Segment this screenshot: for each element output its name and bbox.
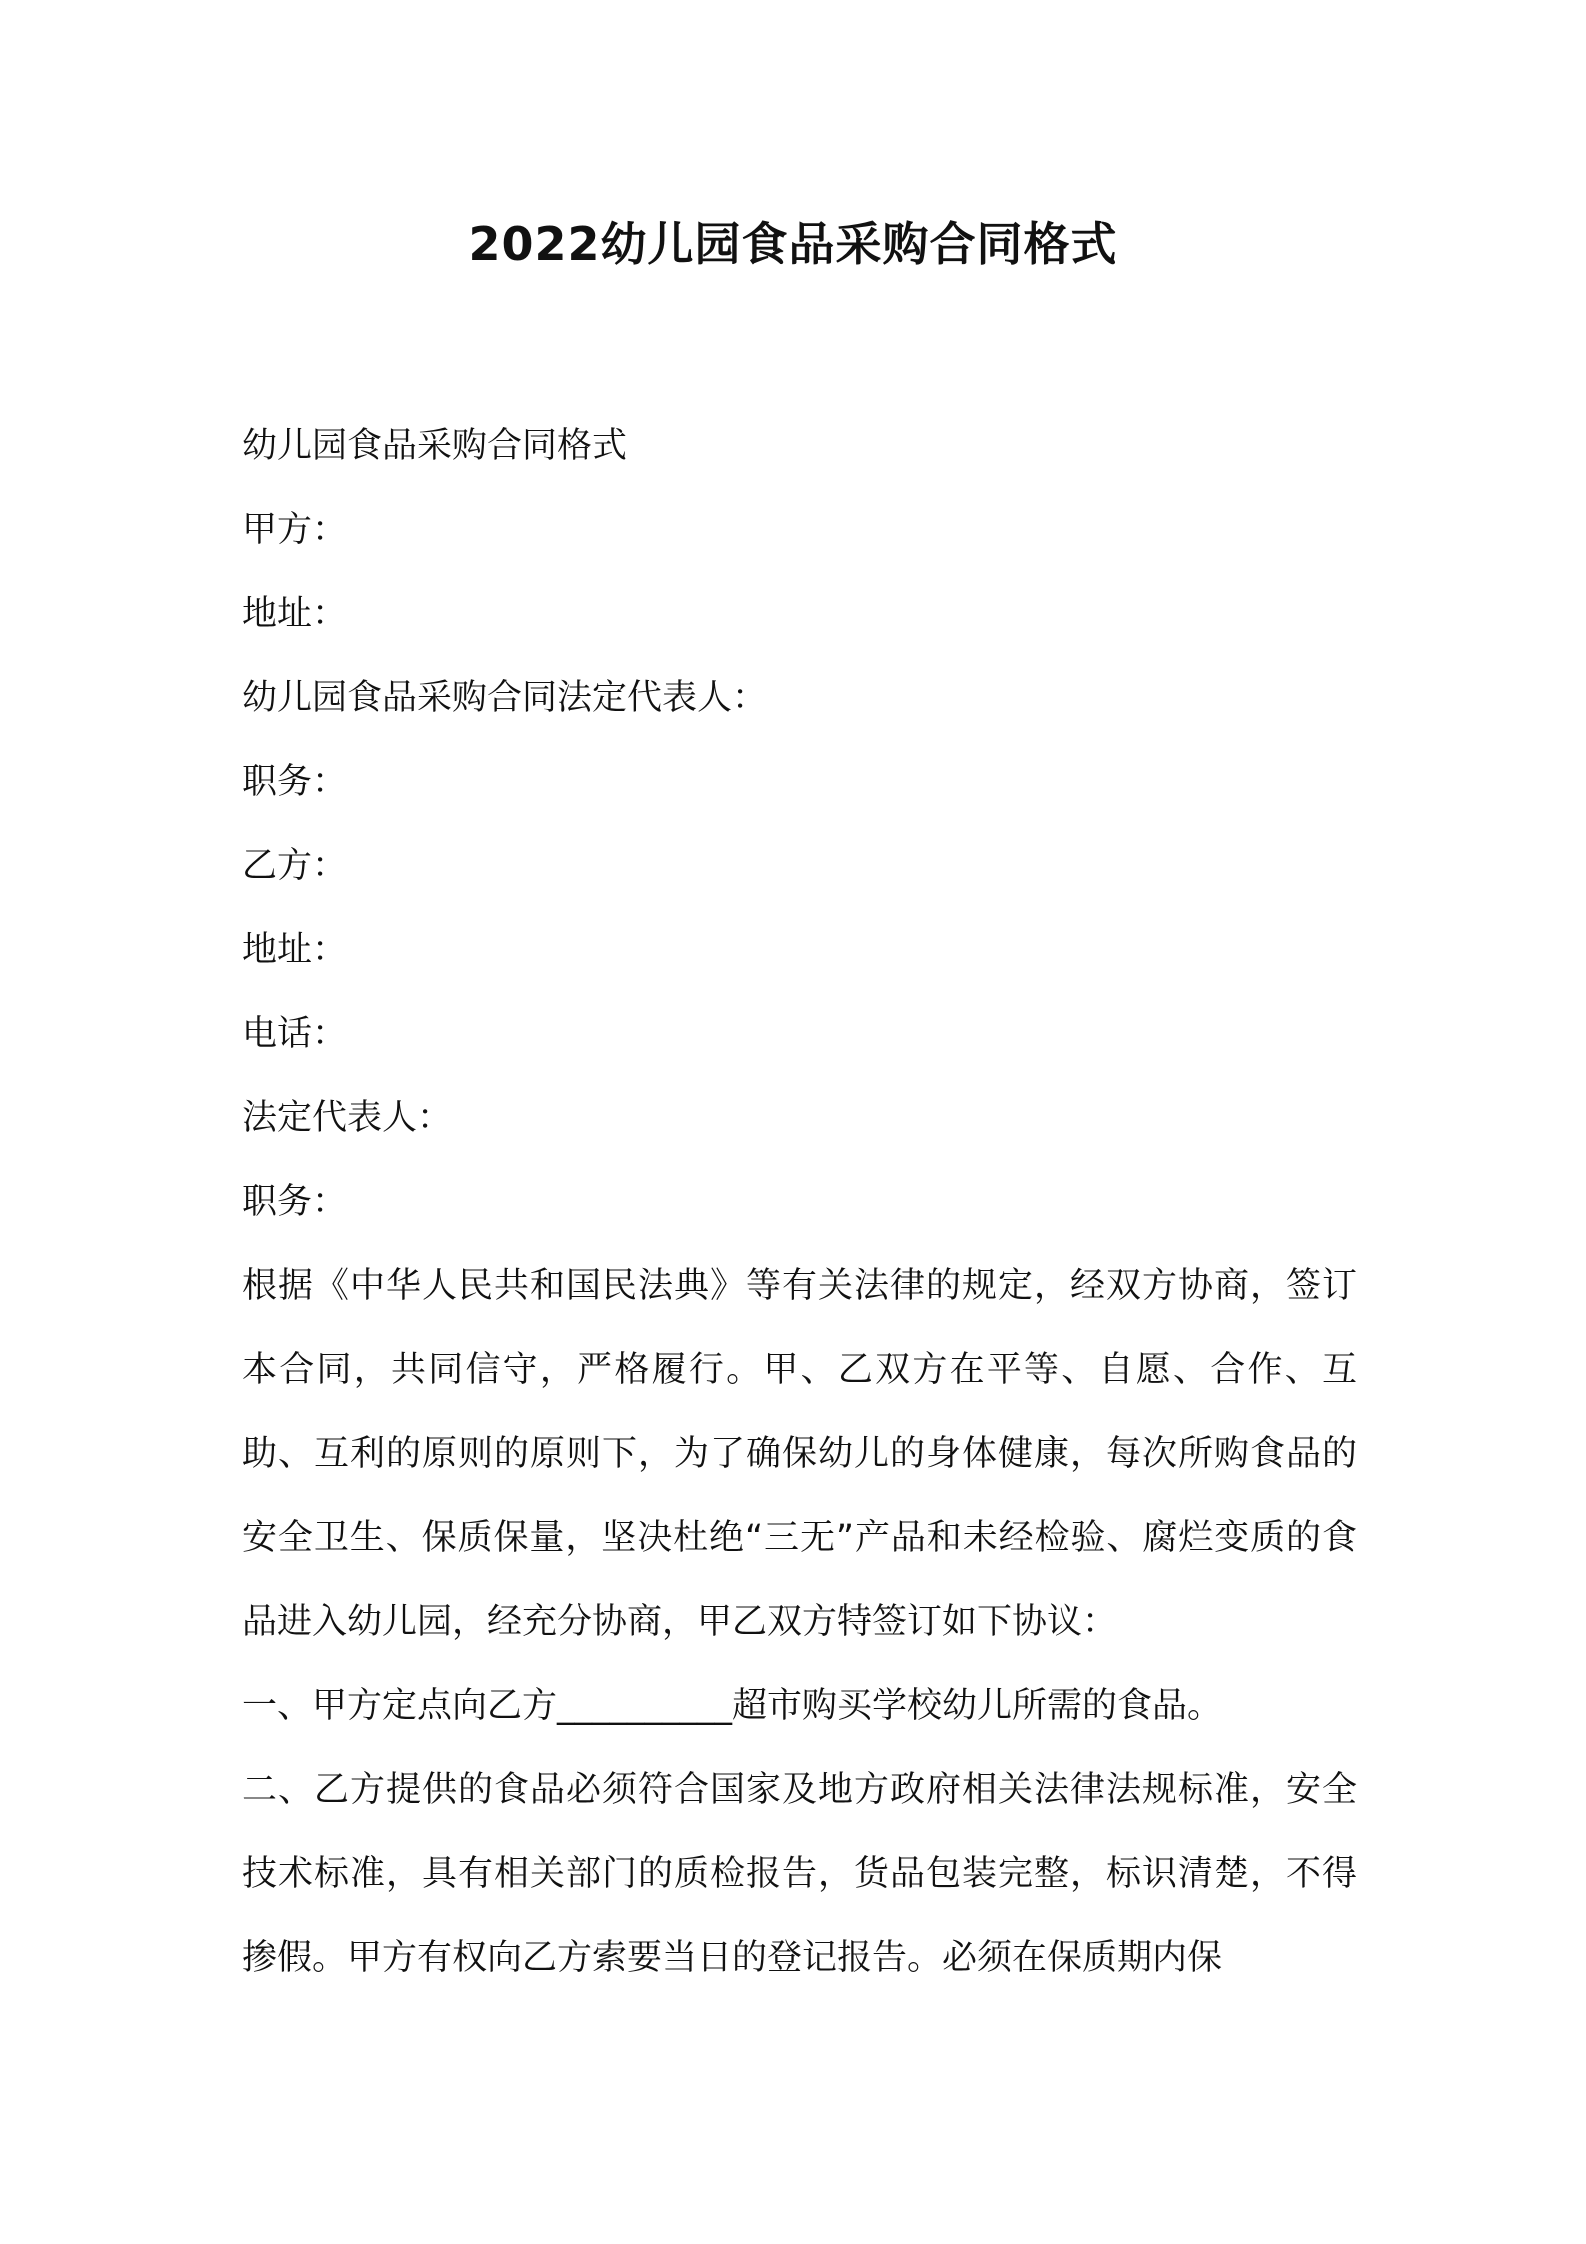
party-b-label: 乙方： [242,846,348,886]
party-b-position-label: 职务： [242,1182,348,1222]
clause-2: 二、乙方提供的食品必须符合国家及地方政府相关法律法规标准，安全技术标准，具有相关部门的质检报告，货品包装完整，标识清楚，不得掺假。甲方有权向乙方索要当日的登记报告。必须在保质期内保 [242,1770,1357,1978]
clause-1: 一、甲方定点向乙方__________超市购买学校幼儿所需的食品。 [242,1686,1223,1726]
party-b-address-label: 地址： [242,930,348,970]
party-a-address-label: 地址： [242,594,348,634]
document-title: 2022幼儿园食品采购合同格式 [468,217,1118,271]
intro-paragraph: 根据《中华人民共和国民法典》等有关法律的规定，经双方协商，签订本合同，共同信守，严格履行。甲、乙双方在平等、自愿、合作、互助、互利的原则的原则下，为了确保幼儿的身体健康，每次所购食品的安全卫生、保质保量，坚决杜绝“三无”产品和未经检验、腐烂变质的食品进入幼儿园，经充分协商，甲乙双方特签订如下协议： [242,1266,1357,1642]
party-b-representative-label: 法定代表人： [242,1098,453,1138]
party-a-position-label: 职务： [242,762,348,802]
party-a-label: 甲方： [242,510,348,550]
party-b-phone-label: 电话： [242,1014,348,1054]
subtitle-line: 幼儿园食品采购合同格式 [242,426,628,466]
document-body [242,404,1357,2000]
party-a-representative-label: 幼儿园食品采购合同法定代表人： [242,678,768,718]
